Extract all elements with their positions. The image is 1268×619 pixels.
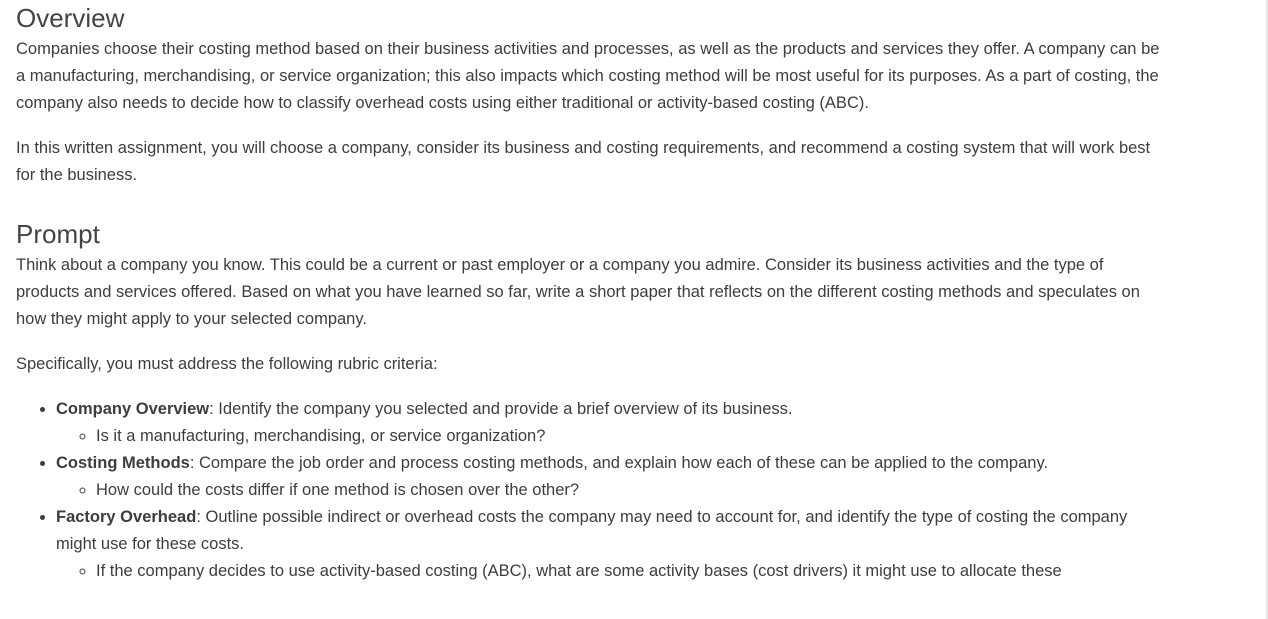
overview-heading: Overview: [16, 3, 125, 33]
overview-paragraph-1: Companies choose their costing method based on their business activities and processes, as well as the products and services they offer. A company can be a manufacturing, merchandising, or service organization; this also impacts which costing method will be most useful for its purposes. As a part of costing, the company also needs to decide how to classify overhead costs using either traditional or activity-based costing (ABC).: [16, 40, 1160, 112]
criterion-text: : Identify the company you selected and provide a brief overview of its business.: [209, 400, 793, 418]
criterion-sublist: [56, 558, 1166, 585]
criterion-subitem: ◦ How could the costs differ if one method is chosen over the other?: [96, 477, 1166, 504]
criterion-title: Factory Overhead: [56, 508, 197, 526]
criterion-subitem: ◦ Is it a manufacturing, merchandising, or service organization?: [96, 423, 1166, 450]
prompt-heading: Prompt: [16, 219, 100, 249]
rubric-criteria-list: [16, 396, 1166, 585]
criterion-title: Company Overview: [56, 400, 210, 418]
assignment-content: [16, 0, 1166, 585]
criterion-company-overview: [56, 396, 1166, 450]
prompt-paragraph-2: Specifically, you must address the following rubric criteria:: [16, 355, 438, 373]
criterion-costing-methods: [56, 450, 1166, 504]
prompt-paragraph-1: Think about a company you know. This could be a current or past employer or a company you admire. Consider its business activities and the type of products and services offered. Based on what you have learned so far, write a short paper that reflects on the different costing methods and speculates on how they might apply to your selected company.: [16, 256, 1140, 328]
overview-paragraph-2: In this written assignment, you will choose a company, consider its business and costing requirements, and recommend a costing system that will work best for the business.: [16, 139, 1151, 184]
criterion-sublist: [56, 423, 1166, 450]
criterion-text: : Compare the job order and process costing methods, and explain how each of these can be applied to the company.: [189, 454, 1049, 472]
criterion-sublist: [56, 477, 1166, 504]
criterion-subitem: ◦ If the company decides to use activity-based costing (ABC), what are some activity bases (cost drivers) it might use to allocate these: [96, 558, 1166, 585]
criterion-text: : Outline possible indirect or overhead costs the company may need to account for, and identify the type of costing the company might use for these costs.: [56, 508, 1128, 553]
criterion-title: Costing Methods: [56, 454, 190, 472]
criterion-factory-overhead: [56, 504, 1166, 585]
